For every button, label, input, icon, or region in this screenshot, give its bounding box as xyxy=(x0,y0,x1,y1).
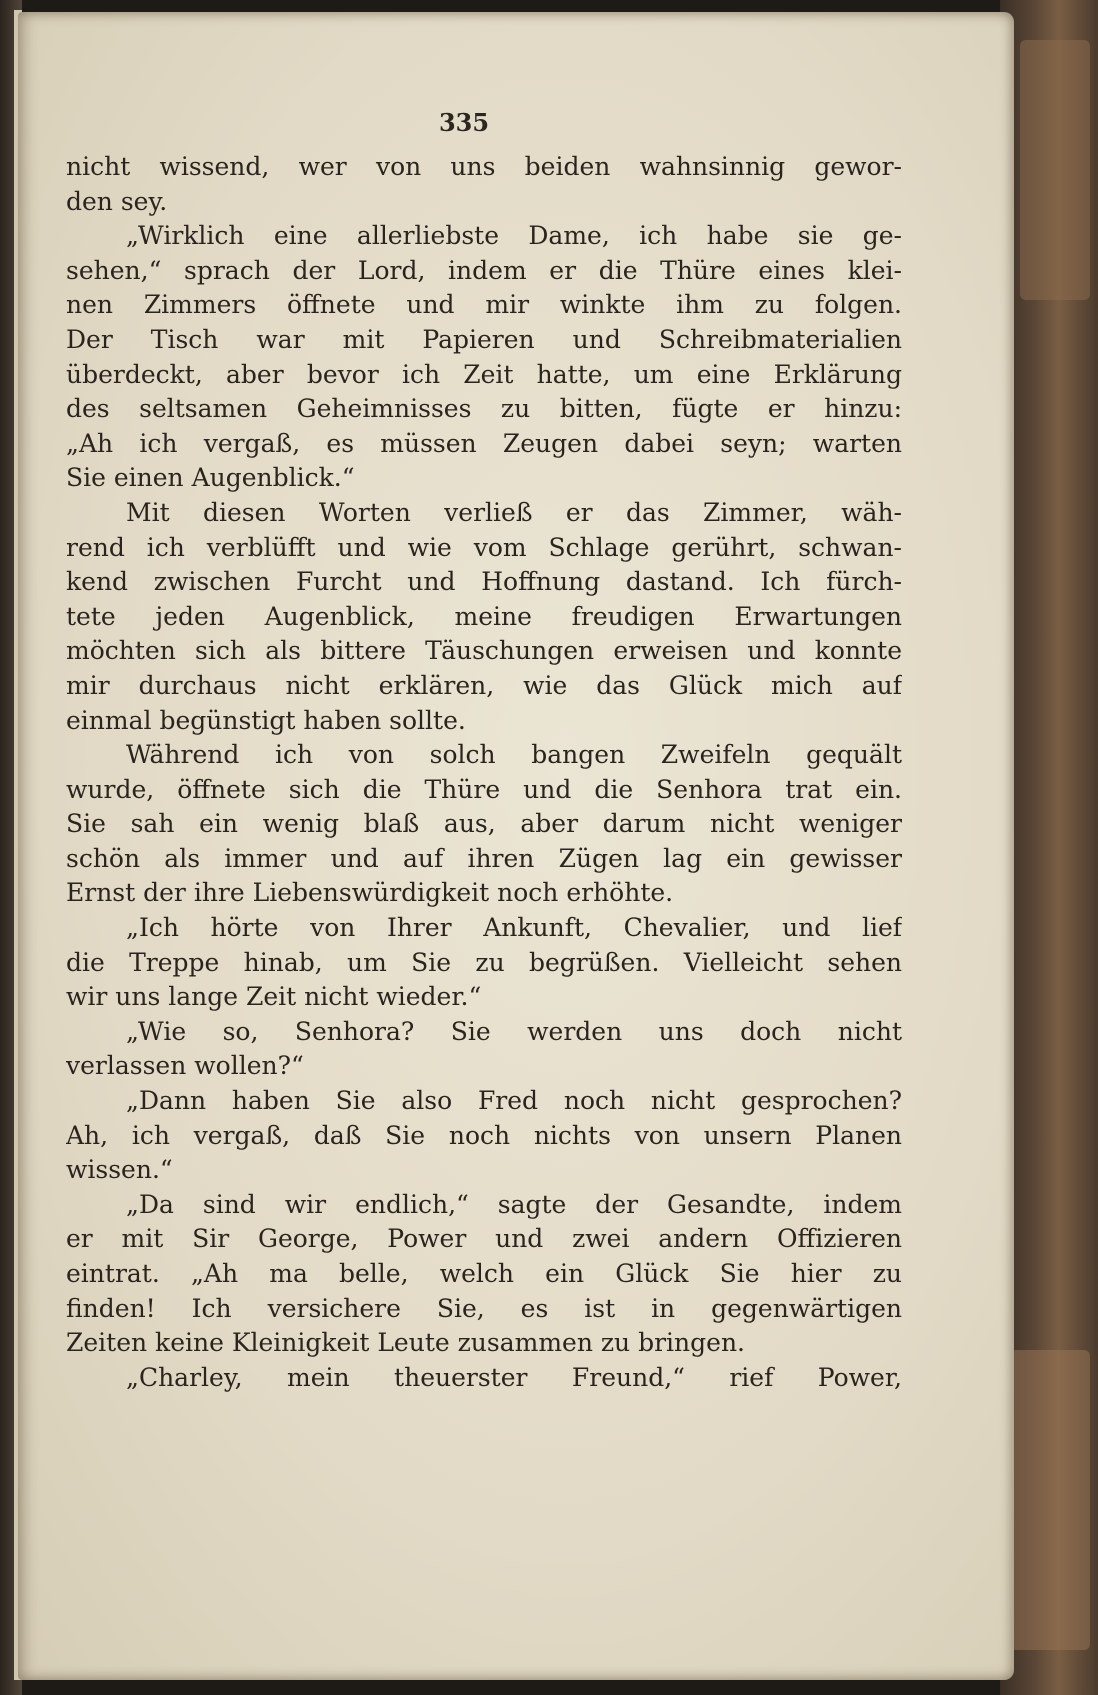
text-line: verlassen wollen?“ xyxy=(66,1051,304,1081)
text-line: tete jeden Augenblick, meine freudigen Erwartungen xyxy=(66,601,902,631)
text-line: kend zwischen Furcht und Hoffnung dastand. Ich fürch- xyxy=(66,567,902,597)
text-line: Zeiten keine Kleinigkeit Leute zusammen zu bringen. xyxy=(66,1328,745,1358)
text-line: Während ich von solch bangen Zweifeln gequält xyxy=(126,740,902,770)
text-line: Ernst der ihre Liebenswürdigkeit noch erhöhte. xyxy=(66,878,674,908)
text-line: finden! Ich versichere Sie, es ist in gegenwärtigen xyxy=(66,1293,902,1323)
text-line: einmal begünstigt haben sollte. xyxy=(66,705,466,735)
text-line: „Ich hörte von Ihrer Ankunft, Chevalier, und lief xyxy=(126,913,902,943)
text-line: er mit Sir George, Power und zwei andern Offizieren xyxy=(66,1224,902,1254)
text-line: Mit diesen Worten verließ er das Zimmer, wäh- xyxy=(126,497,902,527)
text-line: den sey. xyxy=(66,186,168,216)
book-cover-right-edge xyxy=(1000,0,1098,1695)
text-line: „Wie so, Senhora? Sie werden uns doch nicht xyxy=(126,1016,902,1046)
text-line: „Ah ich vergaß, es müssen Zeugen dabei seyn; warten xyxy=(66,428,902,458)
cover-wear-patch xyxy=(1020,40,1090,300)
text-line: „Wirklich eine allerliebste Dame, ich habe sie ge- xyxy=(126,221,902,251)
text-line: rend ich verblüfft und wie vom Schlage gerührt, schwan- xyxy=(66,532,902,562)
text-line: möchten sich als bittere Täuschungen erweisen und konnte xyxy=(66,636,902,666)
text-line: wurde, öffnete sich die Thüre und die Senhora trat ein. xyxy=(66,774,902,804)
text-line: mir durchaus nicht erklären, wie das Glück mich auf xyxy=(66,670,902,700)
text-line: „Da sind wir endlich,“ sagte der Gesandte, indem xyxy=(126,1189,902,1219)
text-line: „Charley, mein theuerster Freund,“ rief Power, xyxy=(126,1362,902,1392)
page-text-block xyxy=(66,150,902,1395)
text-line: die Treppe hinab, um Sie zu begrüßen. Vielleicht sehen xyxy=(66,947,902,977)
text-line: Sie sah ein wenig blaß aus, aber darum nicht weniger xyxy=(66,809,902,839)
text-line: nicht wissend, wer von uns beiden wahnsinnig gewor- xyxy=(66,152,902,181)
text-line: Ah, ich vergaß, daß Sie noch nichts von unsern Planen xyxy=(66,1120,902,1150)
text-line: wissen.“ xyxy=(66,1155,173,1185)
text-line: Sie einen Augenblick.“ xyxy=(66,463,355,493)
text-line: eintrat. „Ah ma belle, welch ein Glück Sie hier zu xyxy=(66,1259,902,1288)
text-line: „Dann haben Sie also Fred noch nicht gesprochen? xyxy=(126,1086,902,1116)
text-line: des seltsamen Geheimnisses zu bitten, fügte er hinzu: xyxy=(66,394,902,424)
text-line: Der Tisch war mit Papieren und Schreibmaterialien xyxy=(66,324,902,354)
text-line: schön als immer und auf ihren Zügen lag ein gewisser xyxy=(66,843,902,873)
cover-wear-patch xyxy=(1010,1350,1090,1650)
text-line: nen Zimmers öffnete und mir winkte ihm zu folgen. xyxy=(66,290,902,320)
page-number: 335 xyxy=(438,108,490,137)
text-line: überdeckt, aber bevor ich Zeit hatte, um eine Erklärung xyxy=(66,359,902,389)
text-line: sehen,“ sprach der Lord, indem er die Thüre eines klei- xyxy=(66,255,902,285)
text-line: wir uns lange Zeit nicht wieder.“ xyxy=(66,982,482,1012)
